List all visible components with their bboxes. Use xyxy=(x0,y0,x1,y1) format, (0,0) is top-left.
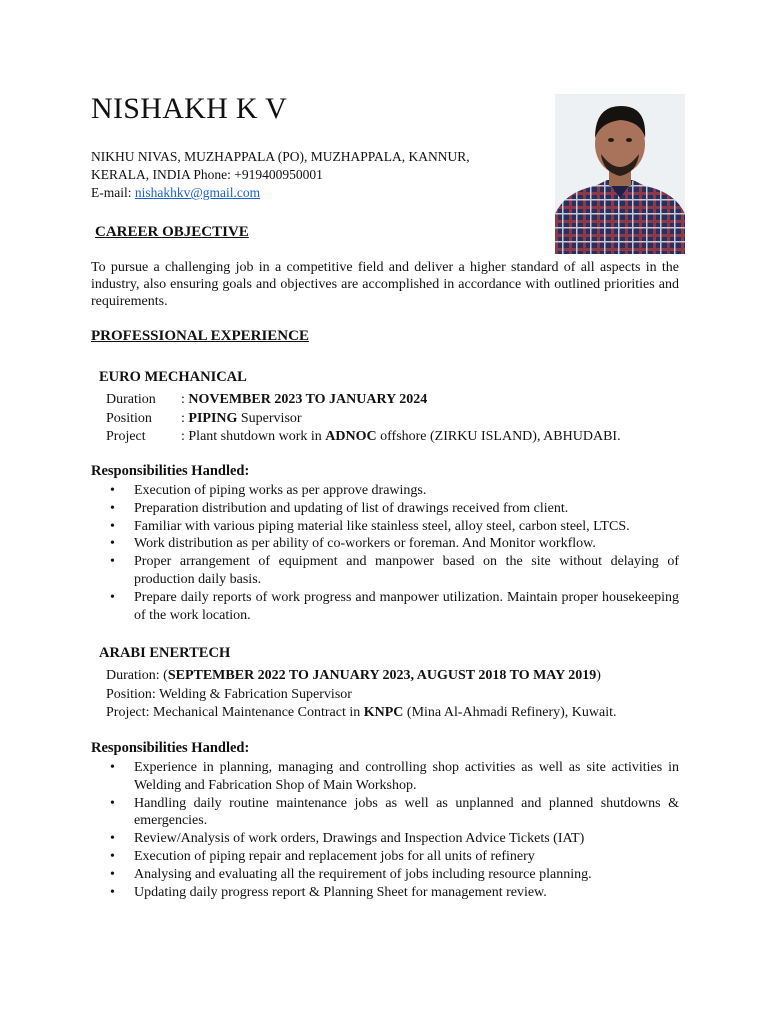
project-bold: ADNOC xyxy=(325,429,377,444)
responsibilities-list xyxy=(110,759,679,901)
career-objective-text: To pursue a challenging job in a competitive field and deliver a higher standard of all aspects in the industry, also ensuring goals and objectives are accomplished in accordance with outlined priorities and requirements. xyxy=(91,260,679,309)
list-item: • Execution of piping works as per approve drawings. xyxy=(110,482,679,500)
candidate-name: NISHAKH K V xyxy=(91,92,288,125)
list-item: • Preparation distribution and updating of list of drawings received from client. xyxy=(110,500,679,518)
project-key: Project xyxy=(106,429,146,444)
duration-value: SEPTEMBER 2022 TO JANUARY 2023, AUGUST 2018 TO MAY 2019 xyxy=(167,668,597,683)
position-row: Position: Welding & Fabrication Supervisor xyxy=(106,686,352,702)
position-row xyxy=(106,410,621,429)
position-sep: : xyxy=(181,410,189,426)
duration-row xyxy=(106,667,616,686)
email-link[interactable]: nishakhkv@gmail.com xyxy=(134,185,261,200)
duration-sep: : xyxy=(181,392,189,407)
project-pre: Project: Mechanical Maintenance Contract in xyxy=(106,705,364,720)
career-objective-heading: CAREER OBJECTIVE xyxy=(95,224,249,240)
company-name: EURO MECHANICAL xyxy=(99,369,247,385)
address-line-1: NIKHU NIVAS, MUZHAPPALA (PO), MUZHAPPALA, KANNUR, xyxy=(91,149,470,164)
list-item: • Execution of piping repair and replacement jobs for all units of refinery xyxy=(110,848,679,866)
address-line-2: KERALA, INDIA Phone: +919400950001 xyxy=(91,167,323,182)
responsibilities-heading: Responsibilities Handled: xyxy=(91,463,250,479)
list-item: • Work distribution as per ability of co-workers or foreman. And Monitor workflow. xyxy=(110,535,679,553)
project-post: (Mina Al-Ahmadi Refinery), Kuwait. xyxy=(403,705,617,720)
job-details xyxy=(106,667,616,723)
duration-post: ) xyxy=(596,668,601,683)
email-line xyxy=(91,184,470,202)
profile-photo xyxy=(555,94,685,254)
duration-key: Duration xyxy=(106,392,156,407)
project-row xyxy=(106,704,616,723)
list-item: • Analysing and evaluating all the requirement of jobs including resource planning. xyxy=(110,866,679,884)
list-item: • Prepare daily reports of work progress and manpower utilization. Maintain proper housekeeping of the work location. xyxy=(110,589,679,625)
list-item: • Proper arrangement of equipment and manpower based on the site without delaying of production daily basis. xyxy=(110,553,679,589)
list-item: • Familiar with various piping material like stainless steel, alloy steel, carbon steel, LTCS. xyxy=(110,518,679,536)
list-item: • Experience in planning, managing and controlling shop activities as well as site activities in Welding and Fabrication Shop of Main Workshop. xyxy=(110,759,679,795)
duration-value: NOVEMBER 2023 TO JANUARY 2024 xyxy=(188,392,428,407)
duration-pre: Duration: ( xyxy=(106,668,168,683)
position-bold: PIPING xyxy=(188,410,238,426)
position-key: Position xyxy=(106,410,152,426)
list-item: • Review/Analysis of work orders, Drawings and Inspection Advice Tickets (IAT) xyxy=(110,830,679,848)
position-rest: Supervisor xyxy=(237,410,302,426)
responsibilities-list xyxy=(110,482,679,624)
profile-photo-illustration xyxy=(555,94,685,254)
project-row xyxy=(106,428,621,447)
project-pre: : Plant shutdown work in xyxy=(181,429,326,444)
responsibilities-heading: Responsibilities Handled: xyxy=(91,740,250,756)
company-name: ARABI ENERTECH xyxy=(99,645,231,661)
job-details xyxy=(106,391,621,447)
project-post: offshore (ZIRKU ISLAND), ABHUDABI. xyxy=(376,429,621,444)
list-item: • Updating daily progress report & Planning Sheet for management review. xyxy=(110,884,679,902)
professional-experience-heading: PROFESSIONAL EXPERIENCE xyxy=(91,328,309,344)
project-bold: KNPC xyxy=(363,705,404,720)
email-label: E-mail: xyxy=(91,185,135,200)
duration-row xyxy=(106,391,621,410)
contact-block xyxy=(91,148,470,202)
list-item: • Handling daily routine maintenance jobs as well as unplanned and planned shutdowns & emergencies. xyxy=(110,795,679,831)
